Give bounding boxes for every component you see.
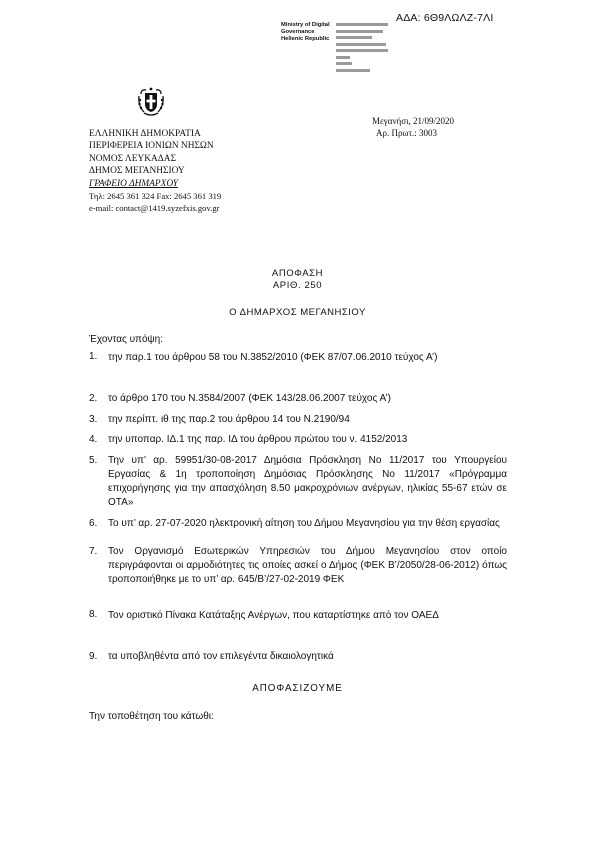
list-item-number: 4.	[89, 434, 98, 445]
list-item-text: την παρ.1 του άρθρου 58 του Ν.3852/2010 (ΦΕΚ 87/07.06.2010 τεύχος Α’)	[108, 352, 438, 363]
list-item-number: 6.	[89, 518, 98, 529]
list-item-text: την περίπτ. ιθ της παρ.2 του άρθρου 14 του Ν.2190/94	[108, 414, 350, 425]
header-office: ΓΡΑΦΕΙΟ ΔΗΜΑΡΧΟΥ	[89, 178, 178, 189]
list-item-text: Τον Οργανισμό Εσωτερικών Υπηρεσιών του Δήμου Μεγανησίου στον οποίο περιγράφονται οι αρμοδιότητες τις οποίες ασκεί ο Δήμος (ΦΕΚ Β’/2050/28-06-2012) όπως τροποποιήθηκε με το υπ’ αρ. 645/Β’/27-02-2019 ΦΕΚ	[108, 546, 507, 585]
greek-coat-of-arms-icon	[136, 86, 166, 118]
place-date: Μεγανήσι, 21/09/2020	[372, 116, 455, 126]
issuer-header	[89, 128, 221, 215]
decision-heading: ΑΠΟΦΑΣΙΖΟΥΜΕ	[252, 683, 343, 694]
list-item-text: την υποπαρ. ΙΔ.1 της παρ. ΙΔ του άρθρου πρώτου του ν. 4152/2013	[108, 434, 408, 445]
signature-issuer	[281, 22, 330, 43]
signature-detail-line	[336, 43, 386, 46]
list-item-number: 8.	[89, 609, 98, 620]
signature-details-illegible	[336, 23, 388, 75]
decision-title: ΑΠΟΦΑΣΗ	[271, 268, 324, 279]
signature-issuer-line: Hellenic Republic	[281, 36, 330, 42]
signature-detail-line	[336, 56, 350, 59]
signature-detail-line	[336, 30, 383, 33]
header-email: e-mail: contact@1419.syzefxis.gov.gr	[89, 203, 220, 214]
header-prefecture: ΝΟΜΟΣ ΛΕΥΚΑΔΑΣ	[89, 153, 177, 164]
list-item-text: Τον οριστικό Πίνακα Κατάταξης Ανέργων, που καταρτίστηκε από τον ΟΑΕΔ	[108, 610, 439, 621]
list-item-number: 5.	[89, 455, 98, 466]
list-item-text: Την υπ’ αρ. 59951/30-08-2017 Δημόσια Πρόσκληση Νο 11/2017 του Υπουργείου Εργασίας & 1η τροποποίηση Δημόσιας Πρόσκλησης Νο 11/2017 «Πρόγραμμα επιχορήγησης για την απασχόληση 8.50 μακροχρόνιων ανέργων, ηλικίας 55-67 ετών σε ΟΤΑ»	[108, 455, 507, 508]
signature-detail-line	[336, 69, 370, 72]
mayor-heading: Ο ΔΗΜΑΡΧΟΣ ΜΕΓΑΝΗΣΙΟΥ	[229, 307, 366, 318]
list-item-text: το άρθρο 170 του Ν.3584/2007 (ΦΕΚ 143/28.06.2007 τεύχος Α’)	[108, 393, 391, 404]
signature-detail-line	[336, 62, 352, 65]
signature-detail-line	[336, 49, 388, 52]
decision-number: ΑΡΙΘ. 250	[272, 280, 323, 291]
header-country: ΕΛΛΗΝΙΚΗ ΔΗΜΟΚΡΑΤΙΑ	[89, 129, 201, 139]
header-region: ΠΕΡΙΦΕΡΕΙΑ ΙΟΝΙΩΝ ΝΗΣΩΝ	[89, 141, 214, 152]
placement-text: Την τοποθέτηση του κάτωθι:	[89, 711, 214, 722]
list-item-text: Το υπ’ αρ. 27-07-2020 ηλεκτρονική αίτηση του Δήμου Μεγανησίου για την θέση εργασίας	[108, 518, 500, 529]
ada-code: ΑΔΑ: 6Θ9ΛΩΛΖ-7ΛΙ	[396, 12, 494, 24]
header-phone-fax: Τηλ: 2645 361 324 Fax: 2645 361 319	[89, 191, 222, 202]
signature-detail-line	[336, 23, 388, 26]
list-item-number: 1.	[89, 351, 98, 362]
considering-label: Έχοντας υπόψη:	[89, 334, 163, 345]
list-item-text: τα υποβληθέντα από τον επιλεγέντα δικαιολογητικά	[108, 651, 334, 662]
protocol-number: Αρ. Πρωτ.: 3003	[376, 128, 438, 138]
signature-detail-line	[336, 36, 372, 39]
header-municipality: ΔΗΜΟΣ ΜΕΓΑΝΗΣΙΟΥ	[89, 166, 185, 177]
list-item-number: 7.	[89, 546, 98, 557]
signature-issuer-line: Governance	[281, 29, 315, 35]
list-item-number: 9.	[89, 651, 98, 662]
list-item-number: 3.	[89, 414, 98, 425]
signature-issuer-line: Ministry of Digital	[281, 22, 330, 28]
list-item-number: 2.	[89, 393, 98, 404]
